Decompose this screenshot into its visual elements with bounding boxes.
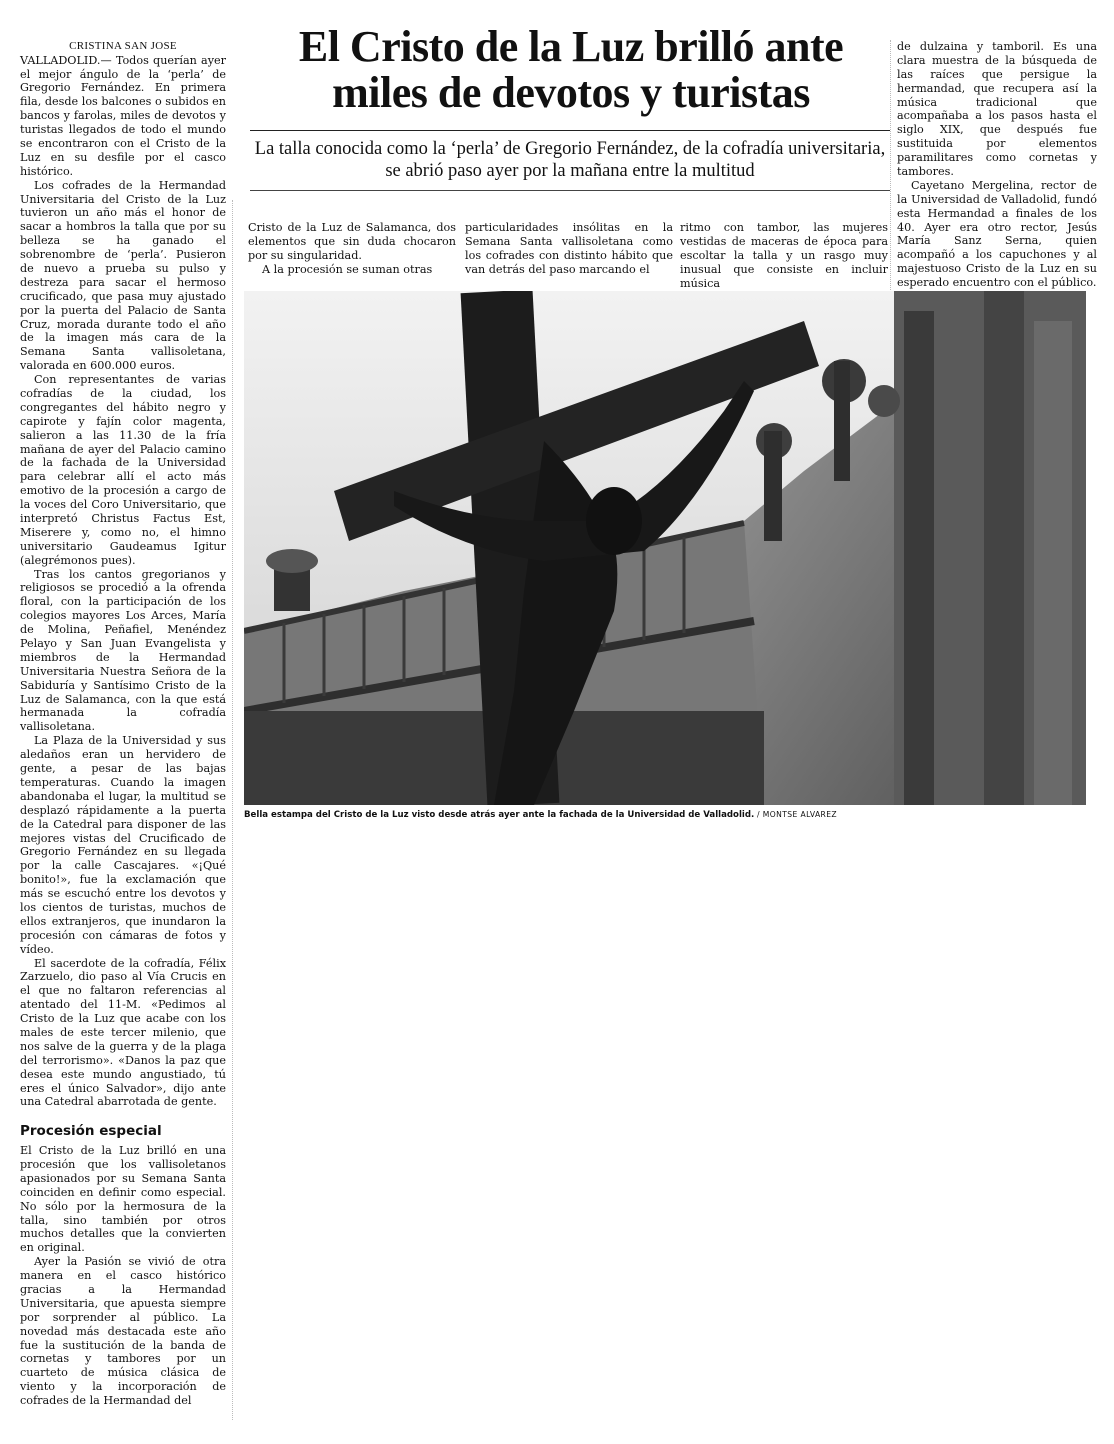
crucifix-photo-illustration bbox=[244, 291, 1086, 805]
paragraph: Con representantes de varias cofradías de la ciudad, los congregantes del hábito negro y capirote y fajín color magenta, salieron a las 11.30 de la fría mañana de ayer del Palacio camino de la fachada de la Universidad para celebrar allí el acto más emotivo de la procesión a cargo de la voces del Coro Universitario, que interpretó Christus Factus Est, Miserere y, como no, el himno universitario Gaudeamus Igitur (alegrémonos pues). bbox=[20, 373, 226, 567]
paragraph: Ayer la Pasión se vivió de otra manera en el casco histórico gracias a la Hermandad Universitaria, que apuesta siempre por sorprender al público. La novedad más destacada este año fue la sustitución de la banda de cornetas y tambores por un cuarteto de música clásica de viento y la incorporación de cofrades de la Hermandad del bbox=[20, 1255, 226, 1408]
paragraph: El sacerdote de la cofradía, Félix Zarzuelo, dio paso al Vía Crucis en el que no faltaron referencias al atentado del 11-M. «Pedimos al Cristo de la Luz que acabe con los males de este tercer milenio, que nos salve de la guerra y de la plaga del terrorismo». «Danos la paz que desea este mundo angustiado, tú eres el único Salvador», dijo ante una Catedral abarrotada de gente. bbox=[20, 956, 226, 1109]
mid-column-2: particularidades insólitas en la Semana Santa vallisoletana como los cofrades con distinto hábito que van detrás del paso marcando el bbox=[465, 221, 673, 276]
deck-rule bbox=[250, 190, 890, 191]
caption-text: Bella estampa del Cristo de la Luz visto desde atrás ayer ante la fachada de la Universidad de Valladolid. bbox=[244, 810, 755, 820]
photo-credit: / MONTSE ALVAREZ bbox=[757, 810, 838, 819]
dateline: VALLADOLID.— bbox=[20, 53, 112, 67]
paragraph: Tras los cantos gregorianos y religiosos se procedió a la ofrenda floral, con la participación de los colegios mayores Los Arces, María de Molina, Peñafiel, Menéndez Pelayo y San Juan Evangelista y miembros de la Hermandad Universitaria Nuestra Señora de la Sabiduría y Santísimo Cristo de la Luz de Salamanca, con la que está hermanada la cofradía vallisoletana. bbox=[20, 567, 226, 734]
lead-paragraph bbox=[20, 54, 226, 179]
column-divider bbox=[232, 200, 233, 1420]
headline-rule bbox=[250, 130, 890, 131]
deck: La talla conocida como la ‘perla’ de Gregorio Fernández, de la cofradía universitaria, se abrió paso ayer por la mañana entre la multitud bbox=[254, 139, 886, 182]
headline-line: miles de devotos y turistas bbox=[332, 68, 810, 118]
paragraph: Cristo de la Luz de Salamanca, dos elementos que sin duda chocaron por su singularidad. bbox=[248, 221, 456, 262]
headline-line: El Cristo de la Luz brilló ante bbox=[298, 22, 844, 71]
photo-caption bbox=[244, 810, 1086, 820]
byline: CRISTINA SAN JOSE bbox=[69, 40, 177, 52]
paragraph: Los cofrades de la Hermandad Universitaria del Cristo de la Luz tuvieron un año más el honor de sacar a hombros la talla que por su belleza se ha ganado el sobrenombre de ‘perla’. Pusieron de nuevo a prueba su pulso y destreza para sacar el hermoso crucificado, que pasa muy ajustado por la puerta del Palacio de Santa Cruz, morada durante todo el año de la imagen más cara de la Semana Santa vallisoletana, valorada en 600.000 euros. bbox=[20, 178, 226, 373]
article-photo bbox=[244, 291, 1086, 805]
paragraph-text: Todos querían ayer el mejor ángulo de la ‘perla’ de Gregorio Fernández. En primera fila, desde los balcones o subidos en bancos y farolas, miles de devotos y turistas llegados de todo el mundo se encontraron con el Cristo de la Luz en su desfile por el casco histórico. bbox=[20, 53, 226, 178]
mid-column-1 bbox=[248, 221, 456, 277]
mid-column-3: ritmo con tambor, las mujeres vestidas de maceras de época para escoltar la talla y un rasgo muy inusual que consiste en incluir música bbox=[680, 221, 888, 290]
paragraph: A la procesión se suman otras bbox=[262, 262, 433, 276]
paragraph: Cayetano Mergelina, rector de la Universidad de Valladolid, fundó esta Hermandad a finales de los 40. Ayer era otro rector, Jesús María Sanz Serna, quien acompañó a los capuchones y al majestuoso Cristo de la Luz en su esperado encuentro con el público. bbox=[897, 178, 1097, 290]
subheading: Procesión especial bbox=[20, 1123, 162, 1140]
right-column bbox=[897, 40, 1097, 290]
paragraph: de dulzaina y tamboril. Es una clara muestra de la búsqueda de las raíces que persigue la hermandad, que recupera así la música tradicional que acompañaba a los pasos hasta el siglo XIX, que después fue sustituida por elementos paramilitares como cornetas y tambores. bbox=[897, 40, 1097, 179]
paragraph: El Cristo de la Luz brilló en una procesión que los vallisoletanos apasionados por su Semana Santa coinciden en definir como especial. No sólo por la hermosura de la talla, sino también por otros muchos detalles que la convierten en original. bbox=[20, 1144, 226, 1255]
headline bbox=[250, 24, 892, 116]
left-column bbox=[20, 40, 226, 1408]
paragraph: La Plaza de la Universidad y sus aledaños eran un hervidero de gente, a pesar de las bajas temperaturas. Cuando la imagen abandonaba el lugar, la multitud se desplazó rápidamente a la puerta de la Catedral para disponer de las mejores vistas del Crucificado de Gregorio Fernández en su llegada por la calle Cascajares. «¡Qué bonito!», fue la exclamación que más se escuchó entre los devotos y los cientos de turistas, muchos de ellos extranjeros, que inundaron la procesión con cámaras de fotos y vídeo. bbox=[20, 734, 226, 956]
